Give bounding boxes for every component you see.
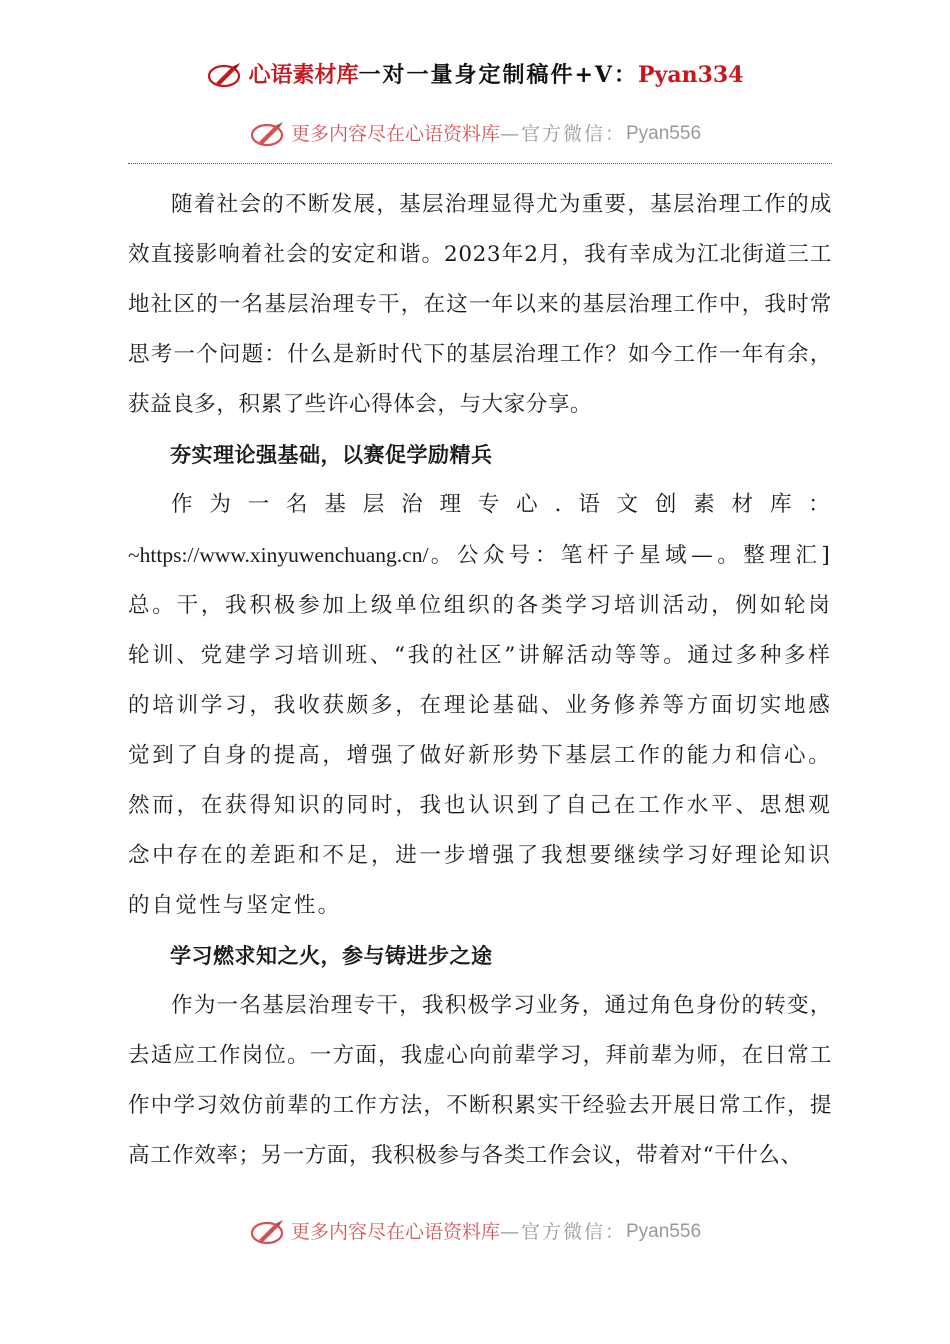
header-divider — [128, 163, 832, 164]
footer-watermark — [0, 1216, 950, 1247]
document-body — [128, 180, 832, 1181]
watermark-label: —官方微信： — [499, 123, 626, 145]
paragraph-theory-rest: 。公众号：笔杆子星域—。整理汇]总。干，我积极参加上级单位组织的各类学习培训活动，例如轮岗轮训、党建学习培训班、“我的社区”讲解活动等等。通过多种多样的培训学习，我收获颇多，在理论基础、业务修养等方面切实地感觉到了自身的提高，增强了做好新形势下基层工作的能力和信心。然而，在获得知识的同时，我也认识到了自己在工作水平、思想观念中存在的差距和不足，进一步增强了我想要继续学习好理论知识的自觉性与坚定性。 — [128, 543, 832, 918]
header-brand — [0, 60, 950, 90]
paragraph-theory-start: 作为一名基层治理专心.语文创素材库： — [171, 492, 832, 517]
footer-watermark-id: Pyan556 — [626, 1221, 702, 1242]
paragraph-theory — [128, 480, 832, 931]
footer-watermark-label: —官方微信： — [499, 1221, 626, 1243]
brand-contact-id: Pyan334 — [638, 62, 744, 88]
section-heading-1: 夯实理论强基础，以赛促学励精兵 — [170, 442, 493, 467]
section-heading-2: 学习燃求知之火，参与铸进步之途 — [170, 943, 493, 968]
paragraph-theory-url: ~https://www.xinyuwenchuang.cn/ — [128, 543, 429, 567]
header-watermark — [0, 118, 950, 149]
paragraph-intro: 随着社会的不断发展，基层治理显得尤为重要，基层治理工作的成效直接影响着社会的安定和谐。2023年2月，我有幸成为江北街道三工地社区的一名基层治理专干，在这一年以来的基层治理工作中，我时常思考一个问题：什么是新时代下的基层治理工作？如今工作一年有余，获益良多，积累了些许心得体会，与大家分享。 — [128, 192, 832, 417]
paragraph-practice: 作为一名基层治理专干，我积极学习业务，通过角色身份的转变，去适应工作岗位。一方面，我虚心向前辈学习，拜前辈为师，在日常工作中学习效仿前辈的工作方法，不断积累实干经验去开展日常工作，提高工作效率；另一方面，我积极参与各类工作会议，带着对“干什么、 — [128, 993, 832, 1168]
pen-nib-icon — [206, 61, 246, 89]
brand-name: 心语素材库 — [248, 62, 359, 88]
pen-nib-icon — [249, 1218, 289, 1246]
watermark-text: 更多内容尽在心语资料库 — [290, 123, 500, 145]
footer-watermark-text: 更多内容尽在心语资料库 — [290, 1221, 500, 1243]
brand-slogan: 一对一量身定制稿件+V： — [358, 62, 639, 88]
pen-nib-icon — [249, 120, 289, 148]
watermark-id: Pyan556 — [626, 123, 702, 144]
